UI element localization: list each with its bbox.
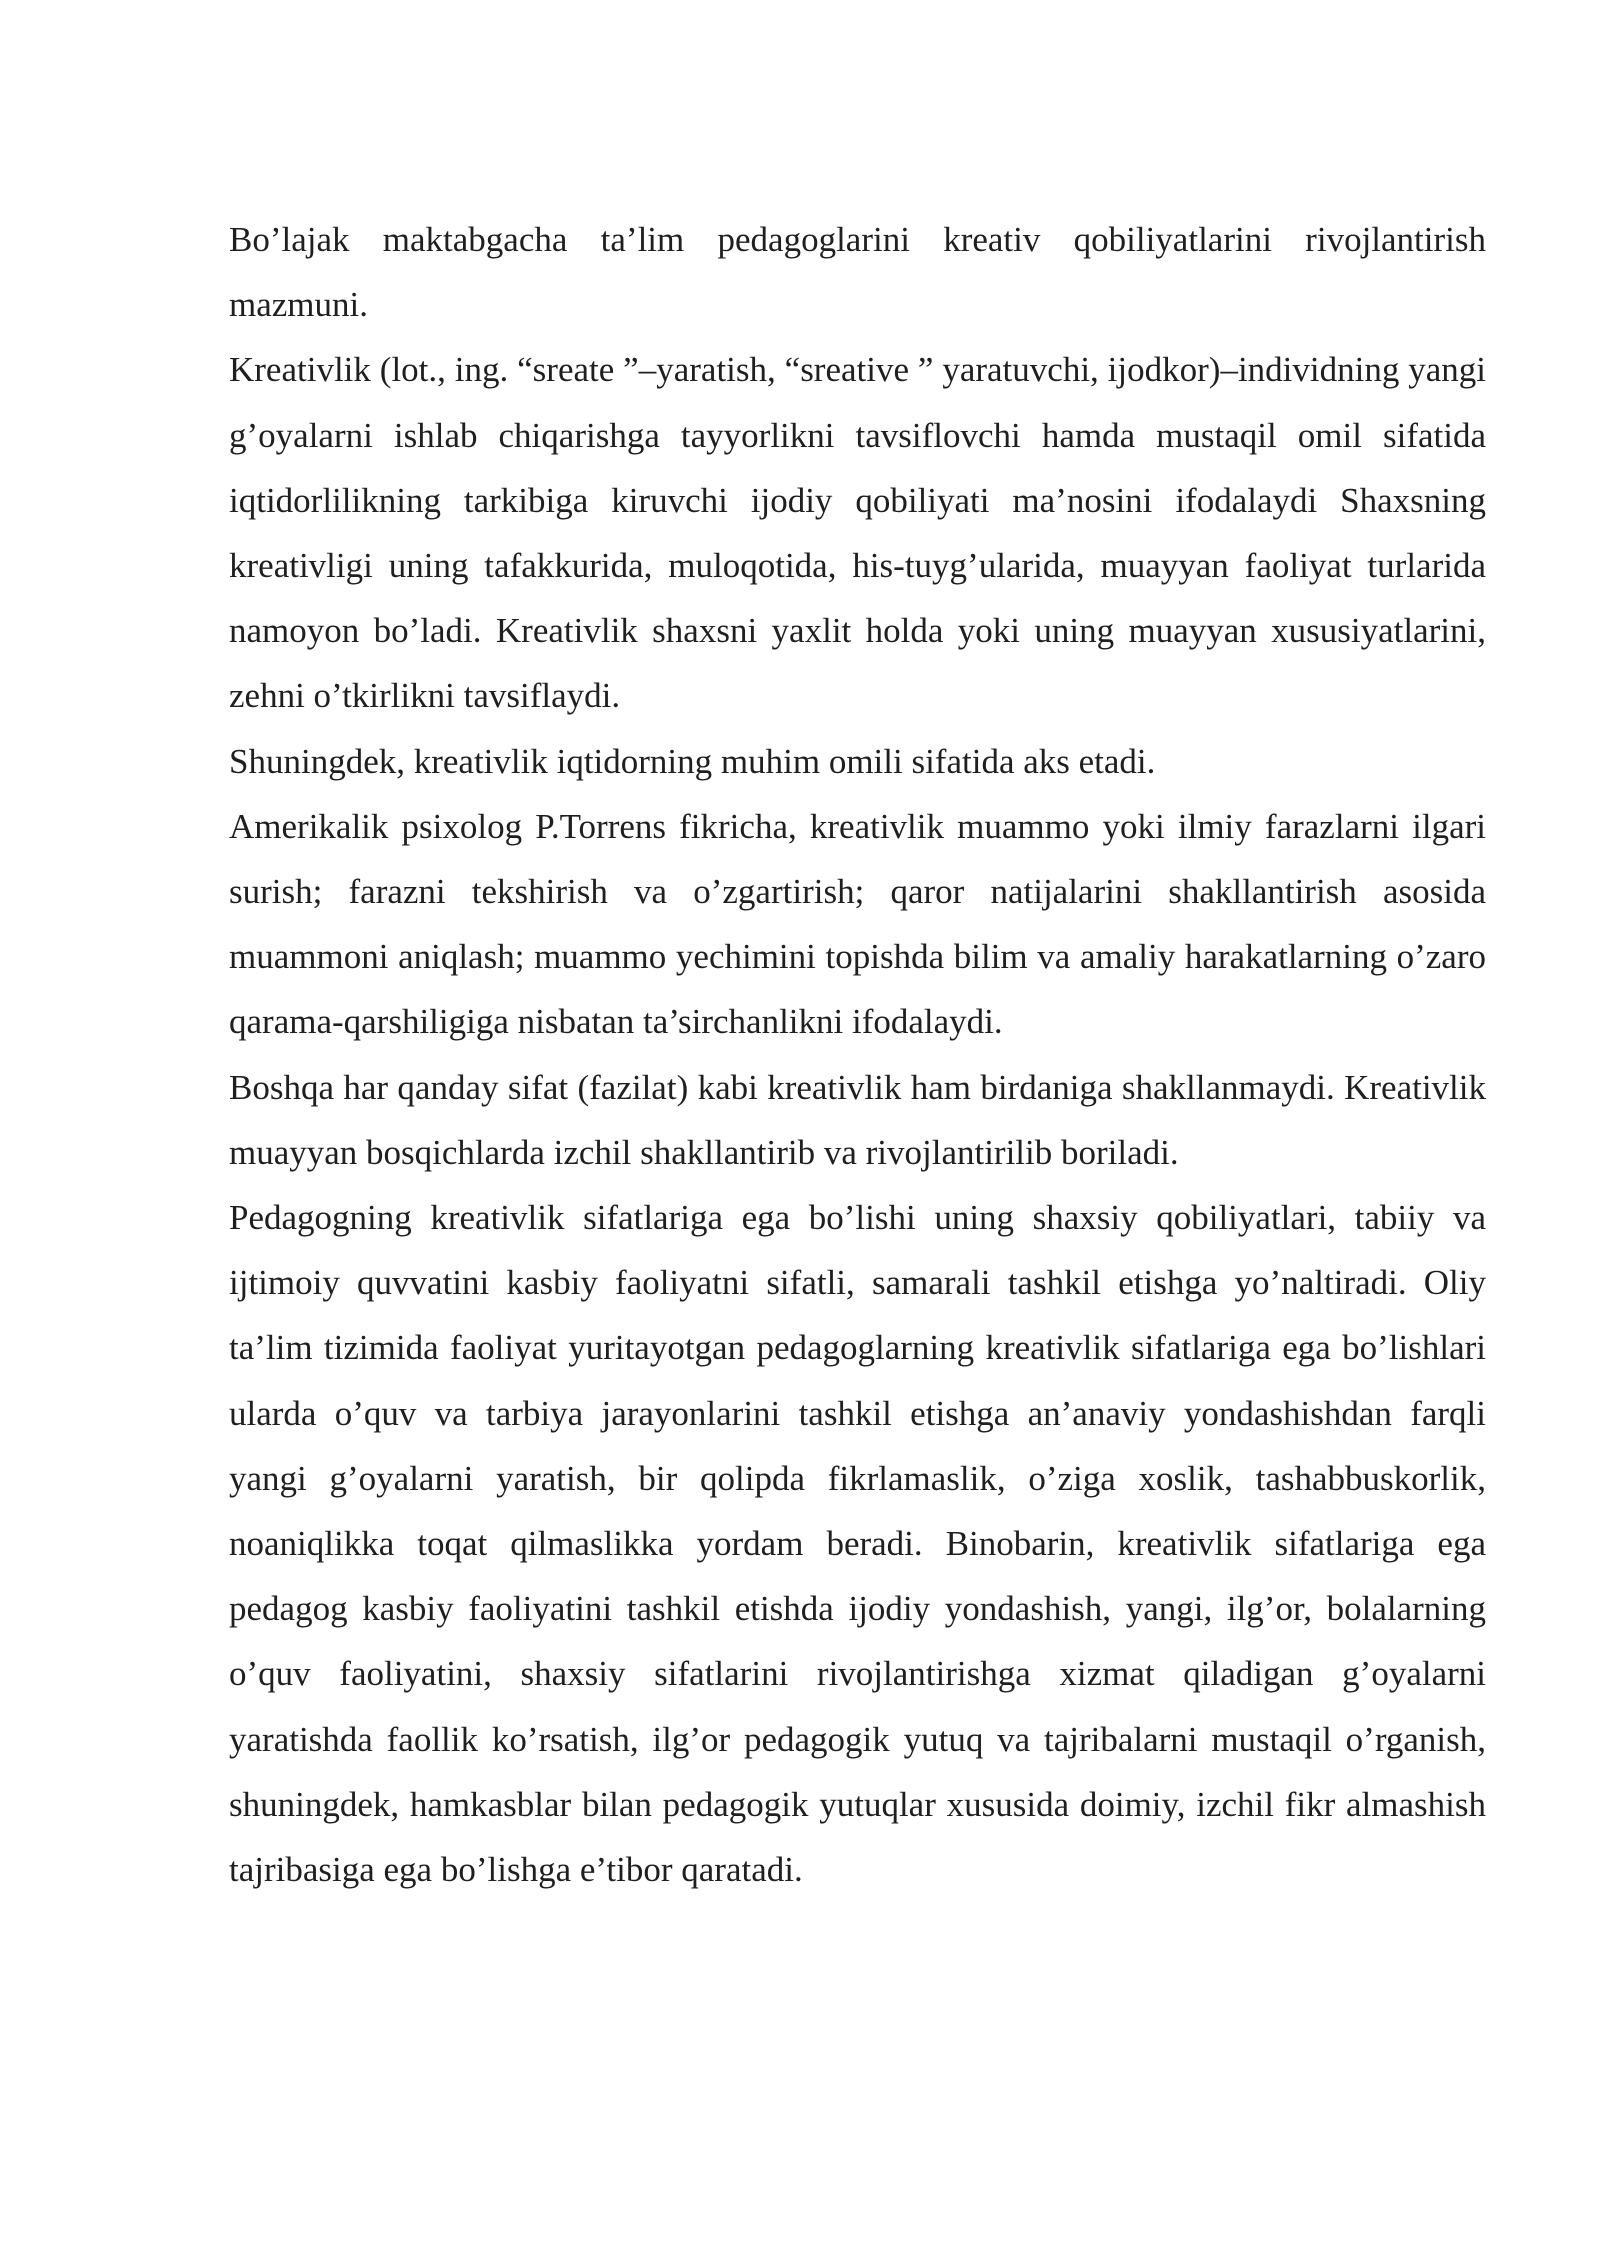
paragraph-talent: Shuningdek, kreativlik iqtidorning muhim omili sifatida aks etadi. (229, 741, 1156, 781)
paragraph-torrens: Amerikalik psixolog P.Torrens fikricha, kreativlik muammo yoki ilmiy farazlarni ilgari surish; farazni tekshirish va o’zgartirish; qaror natijalarini shakllantirish asosida muammoni aniqlash; muammo yechimini topishda bilim va amaliy harakatlarning o’zaro qarama-qarshiligiga nisbatan ta’sirchanlikni ifodalaydi. (229, 806, 1486, 1042)
paragraph-definition: Kreativlik (lot., ing. “sreate ”–yaratish, “sreative ” yaratuvchi, ijodkor)–individning yangi g’oyalarni ishlab chiqarishga tayyorlikni tavsiflovchi hamda mustaqil omil sifatida iqtidorlilikning tarkibiga kiruvchi ijodiy qobiliyati ma’nosini ifodalaydi Shaxsning kreativligi uning tafakkurida, muloqotida, his-tuyg’ularida, muayyan faoliyat turlarida namoyon bo’ladi. Kreativlik shaxsni yaxlit holda yoki uning muayyan xususiyatlarini, zehni o’tkirlikni tavsiflaydi. (229, 350, 1486, 716)
document-body (229, 207, 1486, 1902)
paragraph-pedagogue: Pedagogning kreativlik sifatlariga ega bo’lishi uning shaxsiy qobiliyatlari, tabiiy va ijtimoiy quvvatini kasbiy faoliyatni sifatli, samarali tashkil etishga yo’naltiradi. Oliy ta’lim tizimida faoliyat yuritayotgan pedagoglarning kreativlik sifatlariga ega bo’lishlari ularda o’quv va tarbiya jarayonlarini tashkil etishga an’anaviy yondashishdan farqli yangi g’oyalarni yaratish, bir qolipda fikrlamaslik, o’ziga xoslik, tashabbuskorlik, noaniqlikka toqat qilmaslikka yordam beradi. Binobarin, kreativlik sifatlariga ega pedagog kasbiy faoliyatini tashkil etishda ijodiy yondashish, yangi, ilg’or, bolalarning o’quv faoliyatini, shaxsiy sifatlarini rivojlantirishga xizmat qiladigan g’oyalarni yaratishda faollik ko’rsatish, ilg’or pedagogik yutuq va tajribalarni mustaqil o’rganish, shuningdek, hamkasblar bilan pedagogik yutuqlar xususida doimiy, izchil fikr almashish tajribasiga ega bo’lishga e’tibor qaratadi. (229, 1198, 1486, 1890)
paragraph-title: Bo’lajak maktabgacha ta’lim pedagoglarini kreativ qobiliyatlarini rivojlantirish mazmuni. (229, 220, 1486, 325)
paragraph-formation: Boshqa har qanday sifat (fazilat) kabi kreativlik ham birdaniga shakllanmaydi. Kreativlik muayyan bosqichlarda izchil shakllantirib va rivojlantirilib boriladi. (229, 1067, 1486, 1172)
